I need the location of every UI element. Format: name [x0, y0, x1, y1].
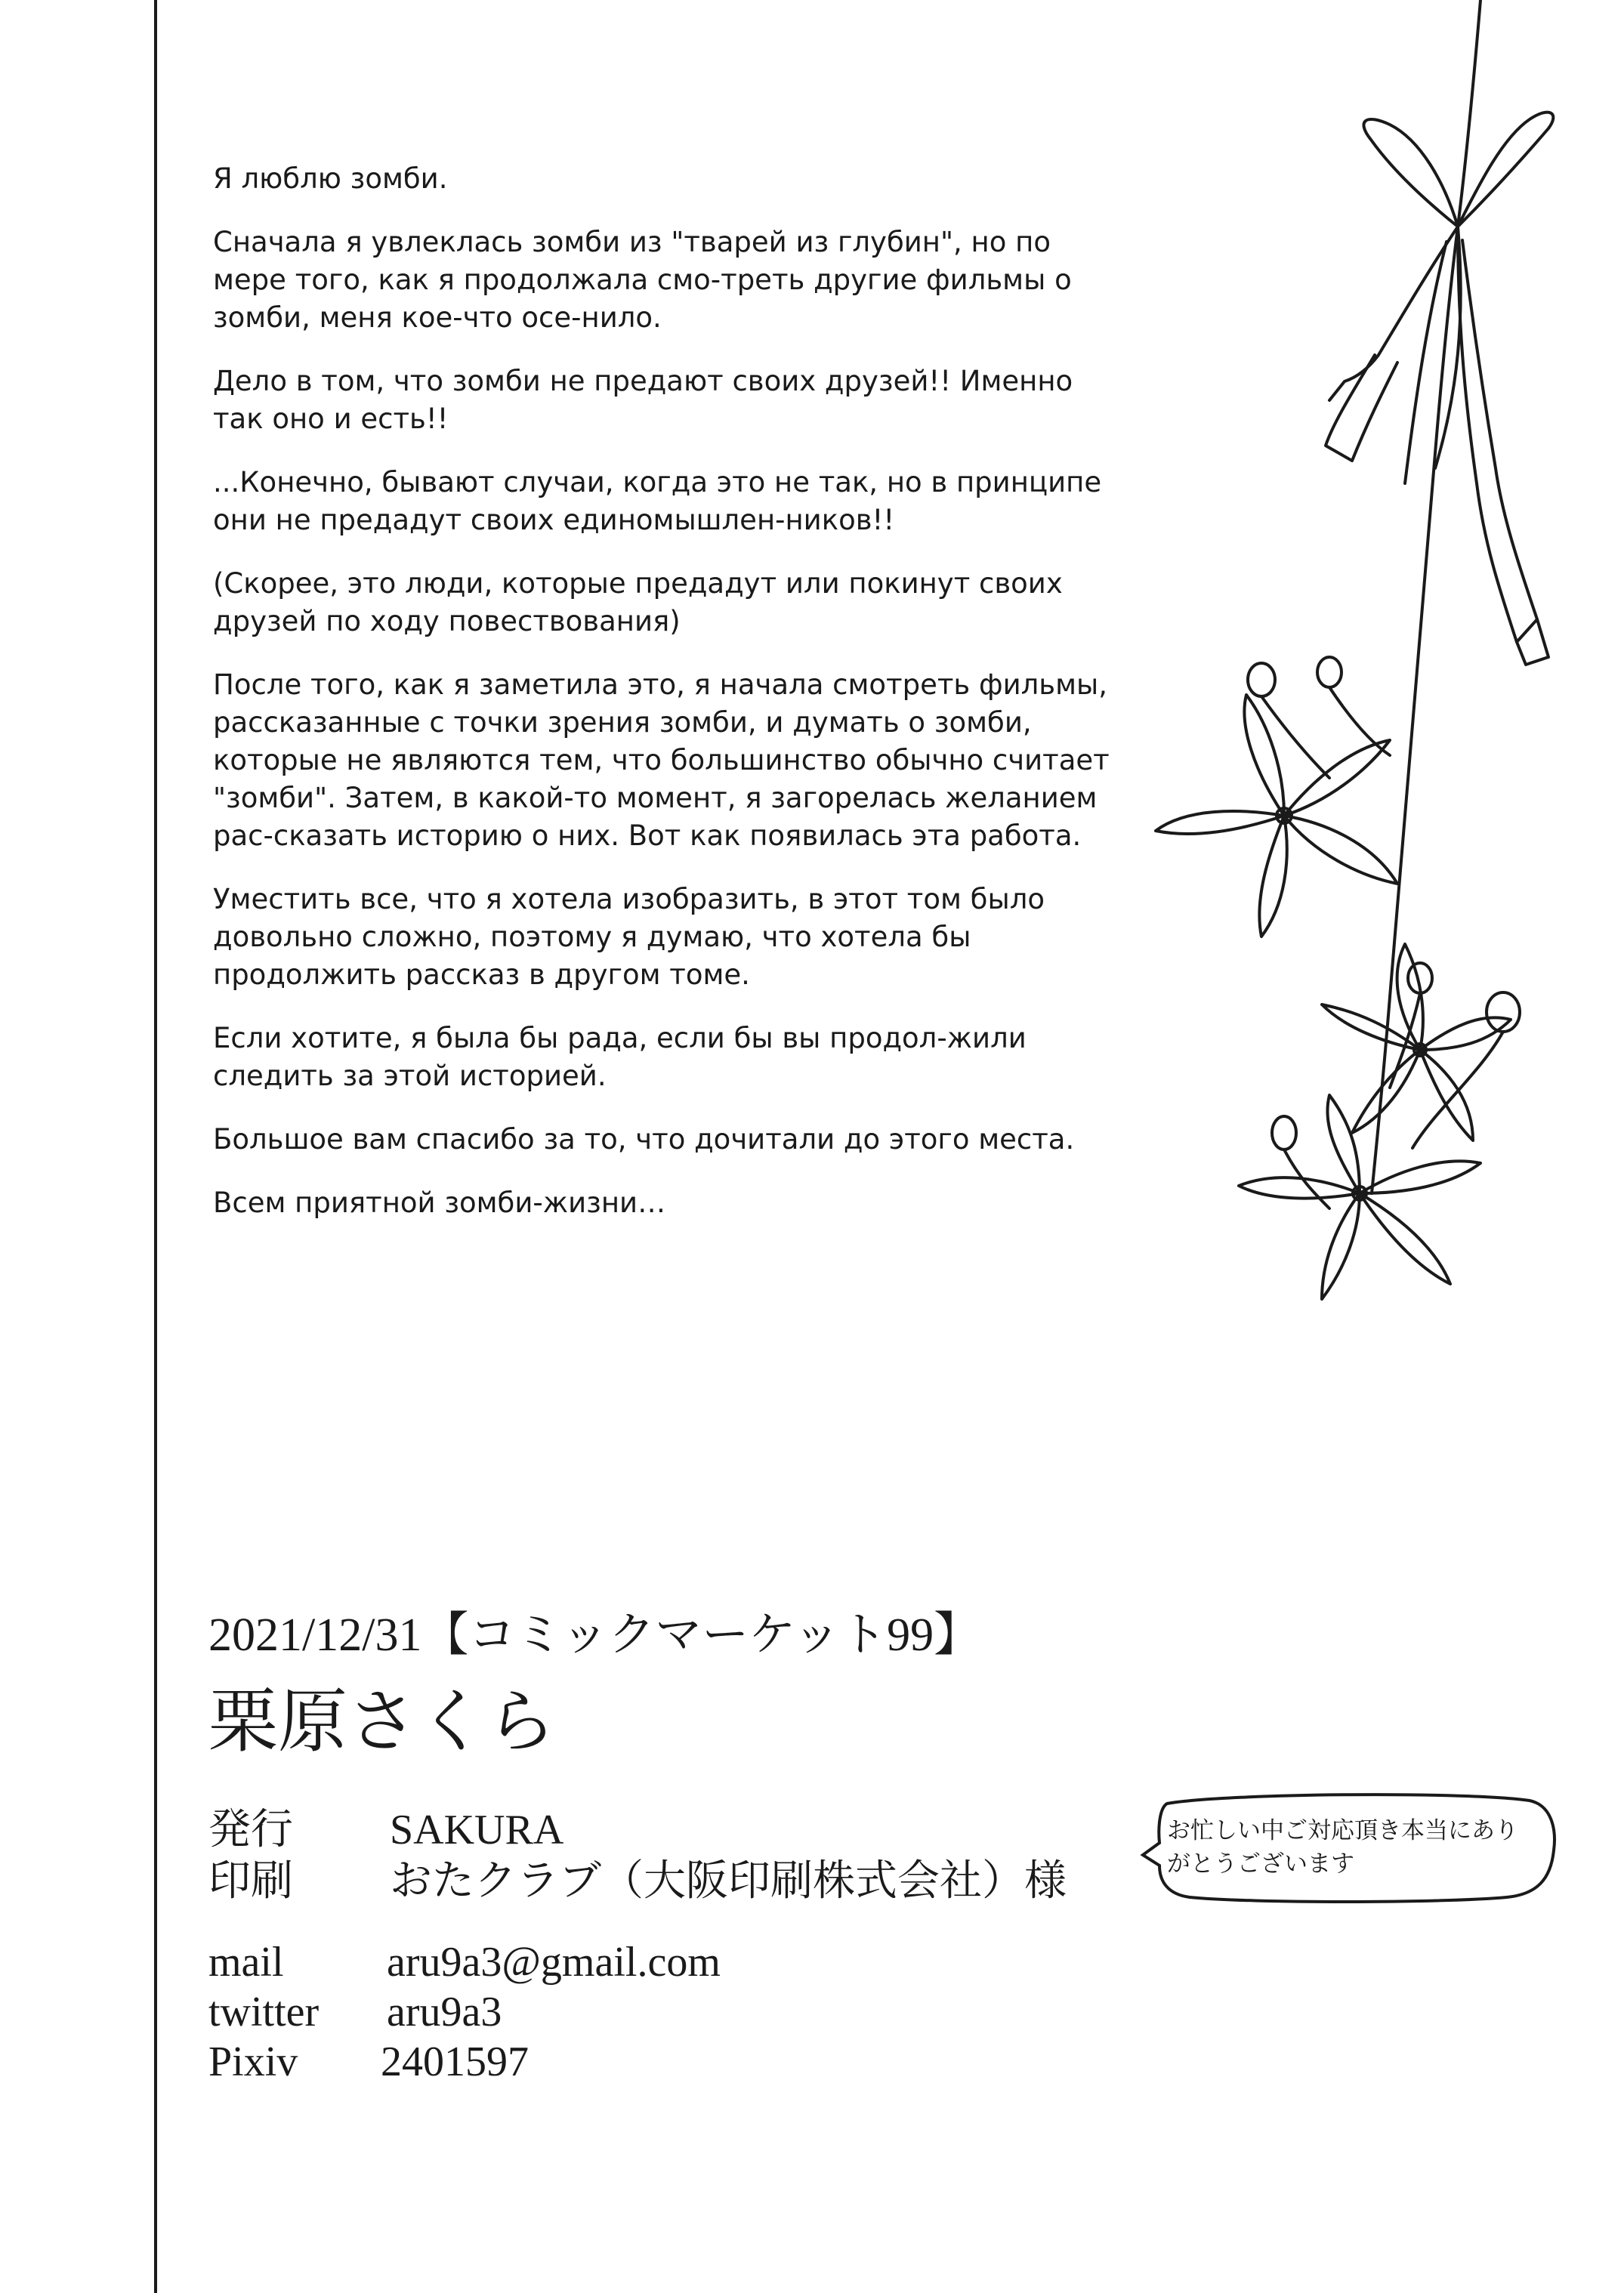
afterword-paragraph: Большое вам спасибо за то, что дочитали до этого места.: [213, 1123, 1075, 1156]
mail-row: [208, 1937, 721, 1987]
pixiv-label: Pixiv: [208, 2038, 298, 2085]
afterword-paragraph: ...Конечно, бывают случаи, когда это не так, но в принципе они не предадут своих единомышлен-ников!!: [213, 466, 1102, 536]
pixiv-value: 2401597: [381, 2038, 529, 2085]
publisher-label: 発行: [208, 1807, 293, 1853]
publisher-row: [208, 1805, 563, 1855]
publisher-value: SAKURA: [390, 1807, 564, 1853]
twitter-value: aru9a3: [387, 1989, 502, 2035]
event-line: 2021/12/31【コミックマーケット99】: [208, 1609, 981, 1661]
hanging-flower-illustration: [1103, 0, 1556, 1344]
printer-row: [208, 1856, 1067, 1906]
twitter-label: twitter: [208, 1989, 320, 2035]
afterword-paragraph: Я люблю зомби.: [213, 162, 448, 195]
afterword-paragraph: Сначала я увлеклась зомби из "тварей из глубин", но по мере того, как я продолжала смо-треть другие фильмы о зомби, меня кое-что осе-нило.: [213, 226, 1072, 334]
afterword-paragraph: Всем приятной зомби-жизни…: [213, 1187, 666, 1219]
afterword-paragraph: Дело в том, что зомби не предают своих друзей!! Именно так оно и есть!!: [213, 365, 1073, 435]
circle-name: 栗原さくら: [208, 1683, 557, 1761]
afterword-paragraph: Уместить все, что я хотела изобразить, в этот том было довольно сложно, поэтому я думаю, что хотела бы продолжить рассказ в другом томе.: [213, 883, 1045, 991]
afterword-text: [213, 160, 1119, 1248]
thanks-note: お忙しい中ご対応頂き本当にありがとうございます: [1167, 1817, 1518, 1878]
afterword-paragraph: После того, как я заметила это, я начала смотреть фильмы, рассказанные с точки зрения зомби, и думать о зомби, которые не являются тем, что большинство обычно считает "зомби". Затем, в какой-то момент, я загорелась желанием рас-сказать историю о них. Вот как появилась эта работа.: [213, 668, 1110, 852]
page-border-line: [154, 0, 157, 2293]
pixiv-row: [208, 2037, 529, 2087]
afterword-paragraph: (Скорее, это люди, которые предадут или покинут своих друзей по ходу повествования): [213, 567, 1063, 637]
twitter-row: [208, 1987, 502, 2037]
mail-value: aru9a3@gmail.com: [387, 1939, 721, 1986]
mail-label: mail: [208, 1939, 284, 1986]
printer-value: おたクラブ（大阪印刷株式会社）様: [390, 1858, 1067, 1905]
printer-label: 印刷: [208, 1858, 293, 1905]
afterword-paragraph: Если хотите, я была бы рада, если бы вы продол-жили следить за этой историей.: [213, 1022, 1027, 1092]
